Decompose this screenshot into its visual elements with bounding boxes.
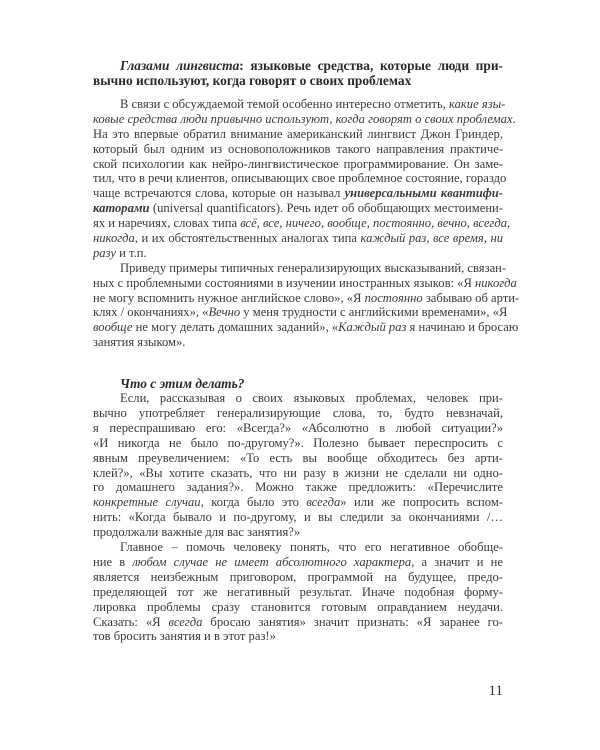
text-run: не могу делать домашних заданий», « <box>132 320 339 335</box>
text-run: » или же попросить вспом- <box>340 495 503 510</box>
text-run: лировка проблемы сразу становится готовым оправданием неудачи. <box>93 599 503 614</box>
text-run: нить: «Когда бывало и по-другому, и вы следили за окончаниями /… <box>93 510 503 525</box>
text-run: В связи с обсуждаемой темой особенно интересно отметить, <box>120 97 450 111</box>
text-run: продолжали важные для вас занятия?» <box>93 525 301 540</box>
text-line <box>93 466 503 481</box>
text-line <box>93 260 507 276</box>
text-line <box>93 510 503 525</box>
text-line <box>93 495 503 510</box>
text-run: . <box>512 111 516 126</box>
text-line <box>93 305 508 320</box>
text-run: Если, рассказывая о своих языковых проблемах, человек при- <box>120 391 503 406</box>
paragraph-grinder <box>93 97 516 261</box>
book-page <box>93 58 520 644</box>
text-run: ях и наречиях, словах типа <box>93 216 241 231</box>
italic-run: каждый раз, все время, ни <box>360 231 503 246</box>
text-run: является неизбежным приговором, программой на будущее, предо- <box>93 569 503 584</box>
italic-run: вообще <box>93 320 133 335</box>
paragraph-reask <box>93 391 503 540</box>
text-run: Приведу примеры типичных генерализирующих высказываний, связан- <box>120 260 507 275</box>
text-line <box>93 615 503 630</box>
italic-run: какие язы- <box>449 97 506 111</box>
text-run: явным преувеличением: «То есть вы вообще обходитесь без арти- <box>93 450 503 465</box>
italic-run: никогда <box>93 231 135 246</box>
text-line <box>93 157 503 172</box>
text-run: и т.п. <box>116 245 147 260</box>
text-line <box>93 540 503 555</box>
text-line <box>93 216 511 231</box>
bold-run: каторами <box>93 201 150 216</box>
italic-run: никогда <box>475 275 517 290</box>
text-line <box>93 127 503 142</box>
bold-run: Что с этим делать? <box>120 376 245 392</box>
text-run: , когда было это <box>200 495 307 510</box>
text-line <box>93 111 516 127</box>
text-run: клях / окончаниях», « <box>93 305 209 320</box>
text-line <box>93 480 503 495</box>
bold-run: : языковые средства, которые люди при- <box>239 58 504 73</box>
text-run: вычно употребляет генерализирующие слова, то, будто невзначай, <box>93 406 503 421</box>
text-line <box>93 186 503 201</box>
text-run: тов бросить занятия и в этот раз!» <box>93 629 276 644</box>
text-line <box>93 391 503 406</box>
text-run: не могу вспомнить нужное английское слово», «Я <box>93 290 365 305</box>
text-line <box>93 335 503 350</box>
text-line <box>93 525 503 540</box>
text-line <box>93 421 503 436</box>
italic-run: всё, все, ничего, вообще, постоянно, вечно, всегда, <box>240 216 511 231</box>
text-run: , а значит и не <box>411 554 503 569</box>
text-run: Главное – помочь человеку понять, что его негативное обобще- <box>120 540 503 555</box>
italic-run: всегда <box>306 495 341 510</box>
text-run: ных с проблемными состояниями в изучении иностранных языков: «Я <box>93 275 476 290</box>
bold-run: вычно используют, когда говорят о своих проблемах <box>93 73 412 88</box>
text-run: который был одним из основоположников такого направления практиче- <box>93 141 503 156</box>
italic-run: Вечно <box>208 305 241 320</box>
text-line <box>93 376 503 391</box>
text-run: Сказать: «Я <box>93 614 169 629</box>
italic-run: разу <box>93 245 117 260</box>
text-run: (universal quantificators). Речь идет об обобщающих местоимени- <box>149 201 503 216</box>
text-line <box>93 629 503 644</box>
text-run: «И никогда не было по-другому?». Полезно бывает переспросить с <box>93 435 503 450</box>
text-run: клей?», «Вы хотите сказать, что ни разу в жизни не сделали ни одно- <box>93 465 503 480</box>
text-line <box>93 600 503 615</box>
text-run: тил, что в речи клиентов, описывающих свое проблемное состояние, гораздо <box>93 171 507 186</box>
italic-run: всегда <box>168 614 203 629</box>
italic-run: конкретные случаи <box>93 495 201 510</box>
text-run: у меня трудности с английскими временами», «Я <box>240 305 508 320</box>
italic-run: постоянно <box>364 290 423 305</box>
text-line <box>93 73 503 88</box>
text-line <box>93 406 503 421</box>
text-line <box>93 58 503 73</box>
text-line <box>93 570 503 585</box>
text-run: ние в <box>93 554 133 569</box>
text-line <box>93 231 503 246</box>
section-heading-what-to-do <box>93 376 503 391</box>
text-run: чаще встречаются слова, которые он называл <box>93 186 345 201</box>
text-line <box>93 201 503 216</box>
text-line <box>93 275 517 291</box>
text-line <box>93 436 503 451</box>
text-run: го домашнего задания?». Можно также предложить: «Перечислите <box>93 480 503 495</box>
italic-run: Каждый раз <box>338 320 407 335</box>
text-line <box>93 246 503 261</box>
text-run: пределяющей тот же негативный результат. Иначе подобная форму- <box>93 584 503 599</box>
text-run: , и их обстоятельственных аналогах типа <box>134 231 361 246</box>
italic-run: ковые средства люди привычно используют, когда говорят о своих проблемах <box>93 111 513 126</box>
text-run: я начинаю и бросаю <box>406 320 519 335</box>
text-line <box>93 290 520 306</box>
text-run: забываю об арти- <box>422 290 520 305</box>
text-line <box>93 171 507 186</box>
bold-run: Глазами лингвиста <box>120 58 240 73</box>
text-run: На это впервые обратил внимание американский лингвист Джон Гриндер, <box>93 126 503 141</box>
text-line <box>93 555 503 570</box>
italic-run: любом случае не имеет абсолютного характера <box>132 554 412 569</box>
paragraph-main-point <box>93 540 503 644</box>
text-run: занятия языком». <box>93 335 186 350</box>
text-run: я переспрашиваю его: «Всегда?» «Абсолютно в любой ситуации?» <box>93 420 503 435</box>
section-heading-linguist <box>93 58 503 88</box>
page-number: 11 <box>488 683 503 699</box>
text-run: ской психологии как нейро-лингвистическое программирование. Он заме- <box>93 156 503 171</box>
text-line <box>93 142 503 157</box>
text-line <box>93 451 503 466</box>
bold-run: универсальными квантифи- <box>344 186 503 201</box>
text-line <box>93 97 506 112</box>
text-run: бросаю занятия» значит признать: «Я заранее го- <box>202 614 504 629</box>
text-line <box>93 585 503 600</box>
paragraph-examples <box>93 260 520 350</box>
text-line <box>93 320 519 335</box>
